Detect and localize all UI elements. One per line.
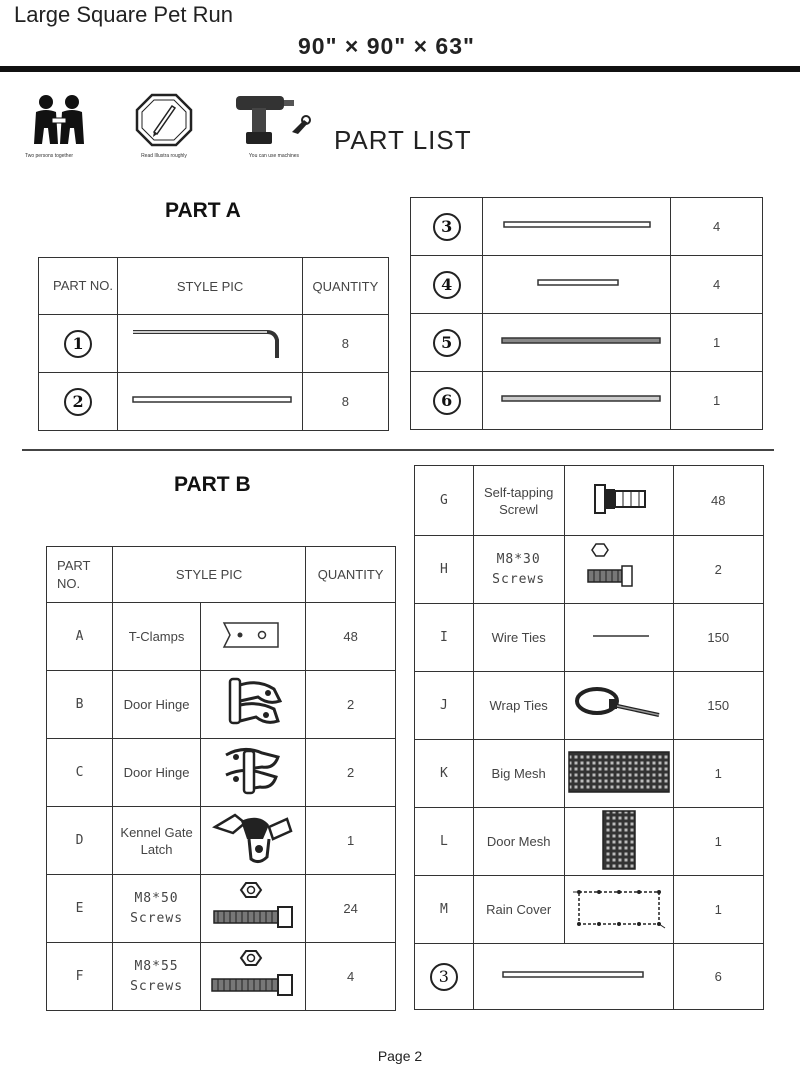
part-letter: L xyxy=(415,808,474,876)
part-number: 5 xyxy=(433,329,461,357)
quantity: 8 xyxy=(302,315,388,373)
part-name: Kennel Gate Latch xyxy=(112,807,200,875)
part-letter: H xyxy=(415,536,474,604)
part-name: Big Mesh xyxy=(473,740,564,808)
t-clamp-image xyxy=(218,615,288,655)
style-pic xyxy=(564,808,673,876)
table-row xyxy=(411,256,763,314)
straight-tube-image xyxy=(125,390,295,410)
part-number: 6 xyxy=(433,387,461,415)
icon-caption: You can use machines xyxy=(248,153,300,159)
read-instructions-icon xyxy=(134,92,194,148)
part-b-heading: PART B xyxy=(174,473,251,496)
section-divider xyxy=(22,449,774,451)
quantity: 2 xyxy=(306,671,396,739)
part-b-table-right xyxy=(414,465,764,1010)
part-name: T-Clamps xyxy=(112,603,200,671)
table-row xyxy=(411,314,763,372)
quantity: 2 xyxy=(306,739,396,807)
part-letter: F xyxy=(47,943,113,1011)
table-row xyxy=(411,198,763,256)
style-pic xyxy=(201,807,306,875)
part-letter: M xyxy=(415,876,474,944)
table-row xyxy=(47,739,396,807)
part-name: Wrap Ties xyxy=(473,672,564,740)
table-row xyxy=(415,466,764,536)
part-number: 4 xyxy=(433,271,461,299)
part-number: 3 xyxy=(430,963,458,991)
short-tube-image xyxy=(492,273,662,293)
power-drill-icon xyxy=(232,92,312,148)
part-number: 1 xyxy=(64,330,92,358)
table-row xyxy=(415,944,764,1010)
table-header-row xyxy=(39,258,389,315)
self-tapping-screw-image xyxy=(579,479,659,519)
quantity: 1 xyxy=(673,740,763,808)
part-name: Wire Ties xyxy=(473,604,564,672)
straight-tube-image xyxy=(492,215,662,235)
door-mesh-image xyxy=(599,809,639,871)
style-pic xyxy=(483,314,671,372)
long-tube-image xyxy=(492,331,662,351)
part-letter: I xyxy=(415,604,474,672)
quantity: 150 xyxy=(673,604,763,672)
straight-tube-image xyxy=(483,965,663,985)
part-letter: C xyxy=(47,739,113,807)
wire-tie-image xyxy=(579,626,659,646)
dimensions: 90" × 90" × 63" xyxy=(298,33,475,59)
style-pic xyxy=(483,372,671,430)
quantity: 4 xyxy=(671,198,763,256)
header-style-pic: STYLE PIC xyxy=(112,547,305,603)
part-name: M8*50 Screws xyxy=(112,875,200,943)
door-hinge-image xyxy=(218,743,288,799)
header-divider xyxy=(0,66,800,72)
header-style-pic: STYLE PIC xyxy=(118,258,303,315)
two-persons-icon xyxy=(28,92,90,148)
part-name: Door Mesh xyxy=(473,808,564,876)
table-row xyxy=(415,672,764,740)
table-row xyxy=(415,876,764,944)
style-pic xyxy=(118,315,303,373)
quantity: 1 xyxy=(671,314,763,372)
part-letter: A xyxy=(47,603,113,671)
table-row xyxy=(47,603,396,671)
part-letter: K xyxy=(415,740,474,808)
quantity: 4 xyxy=(306,943,396,1011)
document-title: Large Square Pet Run xyxy=(14,2,233,27)
quantity: 8 xyxy=(302,373,388,431)
part-number: 3 xyxy=(433,213,461,241)
style-pic xyxy=(564,740,673,808)
quantity: 48 xyxy=(673,466,763,536)
bent-tube-image xyxy=(125,322,295,362)
style-pic xyxy=(201,943,306,1011)
style-pic xyxy=(201,603,306,671)
part-name: Door Hinge xyxy=(112,671,200,739)
icon-caption: Read Illustra roughly xyxy=(141,153,187,159)
quantity: 1 xyxy=(673,876,763,944)
part-letter: G xyxy=(415,466,474,536)
table-row xyxy=(39,373,389,431)
gate-latch-image xyxy=(211,809,295,869)
style-pic xyxy=(201,875,306,943)
part-letter: J xyxy=(415,672,474,740)
style-pic xyxy=(564,876,673,944)
part-b-table-left xyxy=(46,546,396,1011)
part-letter: B xyxy=(47,671,113,739)
quantity: 1 xyxy=(673,808,763,876)
part-a-table-right xyxy=(410,197,763,430)
style-pic xyxy=(473,944,673,1010)
part-name: Door Hinge xyxy=(112,739,200,807)
big-mesh-image xyxy=(567,748,671,796)
table-row xyxy=(415,604,764,672)
style-pic xyxy=(564,604,673,672)
quantity: 4 xyxy=(671,256,763,314)
table-row xyxy=(47,807,396,875)
table-row xyxy=(411,372,763,430)
page-number: Page 2 xyxy=(377,1048,423,1064)
header-part-no: PART NO. xyxy=(39,258,118,315)
door-hinge-image xyxy=(218,675,288,731)
style-pic xyxy=(564,672,673,740)
style-pic xyxy=(564,536,673,604)
table-row xyxy=(415,740,764,808)
part-letter: D xyxy=(47,807,113,875)
table-row xyxy=(47,875,396,943)
part-name: Self-tapping Screwl xyxy=(473,466,564,536)
style-pic xyxy=(483,256,671,314)
quantity: 1 xyxy=(306,807,396,875)
style-pic xyxy=(118,373,303,431)
style-pic xyxy=(201,739,306,807)
header-quantity: QUANTITY xyxy=(302,258,388,315)
style-pic xyxy=(201,671,306,739)
part-name: M8*30 Screws xyxy=(473,536,564,604)
rain-cover-image xyxy=(569,880,669,936)
icon-caption: Two persons together xyxy=(24,153,74,159)
part-letter: E xyxy=(47,875,113,943)
wrap-tie-image xyxy=(569,679,669,729)
table-header-row xyxy=(47,547,396,603)
table-row xyxy=(39,315,389,373)
header-part-no: PART NO. xyxy=(47,547,113,603)
quantity: 24 xyxy=(306,875,396,943)
long-tube-image xyxy=(492,389,662,409)
quantity: 150 xyxy=(673,672,763,740)
part-a-heading: PART A xyxy=(165,199,241,222)
style-pic xyxy=(564,466,673,536)
table-row xyxy=(415,536,764,604)
table-row xyxy=(415,808,764,876)
quantity: 2 xyxy=(673,536,763,604)
part-name: M8*55 Screws xyxy=(112,943,200,1011)
quantity: 6 xyxy=(673,944,763,1010)
part-number: 2 xyxy=(64,388,92,416)
bolt-nut-image xyxy=(208,947,298,1003)
header-quantity: QUANTITY xyxy=(306,547,396,603)
table-row xyxy=(47,671,396,739)
table-row xyxy=(47,943,396,1011)
style-pic xyxy=(483,198,671,256)
quantity: 48 xyxy=(306,603,396,671)
quantity: 1 xyxy=(671,372,763,430)
bolt-nut-image xyxy=(208,879,298,935)
part-name: Rain Cover xyxy=(473,876,564,944)
bolt-nut-image xyxy=(584,540,654,596)
part-list-title: PART LIST xyxy=(334,125,472,155)
part-a-table-left xyxy=(38,257,389,431)
